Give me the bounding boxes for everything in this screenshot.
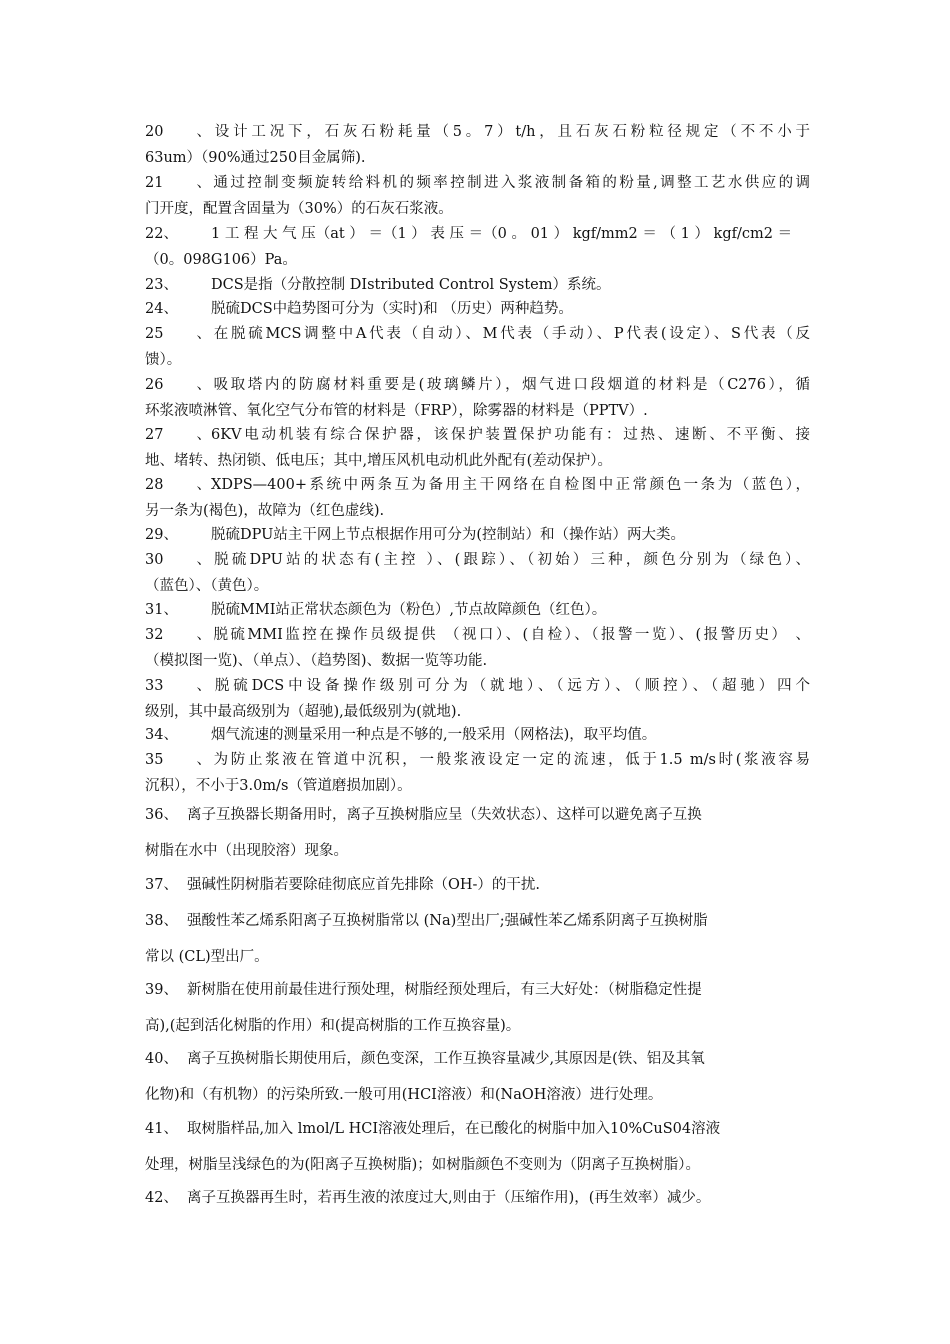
item-text: DCS是指（分散控制 DIstributed Control System）系统。	[211, 277, 611, 293]
list-item	[145, 222, 810, 273]
item-number: 37、	[145, 877, 178, 893]
list-item	[145, 748, 810, 799]
item-number: 24、	[145, 301, 178, 317]
item-text: 树脂在水中（出现胶溶）现象。	[145, 843, 348, 859]
list-item	[145, 120, 810, 171]
list-item	[145, 972, 810, 1044]
item-text: 脱硫DCS中趋势图可分为（实时)和 （历史）两种趋势。	[211, 301, 573, 317]
item-number: 23、	[145, 277, 178, 293]
item-number: 29、	[145, 527, 178, 543]
list-item	[145, 373, 810, 424]
item-text: 强碱性阴树脂若要除硅彻底应首先排除（OH-）的干扰.	[187, 877, 541, 893]
item-text: 离子互换器再生时，若再生液的浓度过大,则由于（压缩作用)，(再生效率）减少。	[187, 1190, 711, 1206]
item-text: 脱硫DPU站主干网上节点根据作用可分为(控制站）和（操作站）两大类。	[211, 527, 686, 543]
item-text: XDPS—400+系统中两条互为备用主干网络在自检图中正常颜色一条为（蓝色），	[211, 477, 810, 493]
item-text: 取树脂样品,加入 lmol/L HCI溶液处理后，在已酸化的树脂中加入10%CuS04溶液	[187, 1121, 721, 1137]
item-number: 41、	[145, 1121, 178, 1137]
list-item	[145, 548, 810, 599]
list-item	[145, 473, 810, 524]
list-item	[145, 273, 810, 299]
item-number: 39、	[145, 982, 178, 998]
item-text: （0。098G106）Pa。	[145, 251, 297, 268]
item-number: 33、	[145, 678, 211, 694]
item-number: 20、	[145, 124, 211, 140]
item-text: 脱硫MMI监控在操作员级提供 （视口）、(自检）、（报警一览）、(报警历史） 、	[211, 627, 810, 643]
item-text: 1 工 程 大 气 压（at ） ＝（1 ） 表 压 ＝（0 。 01 ） kgf/mm2 ＝ （ 1 ） kgf/cm2 ＝	[211, 226, 793, 242]
item-text: 高),(起到活化树脂的作用）和(提高树脂的工作互换容量)。	[145, 1018, 521, 1034]
list-item	[145, 322, 810, 373]
item-number: 36、	[145, 807, 178, 823]
item-text: 烟气流速的测量采用一种点是不够的,一般采用（网格法)，取平均值。	[211, 727, 657, 743]
list-item	[145, 297, 810, 323]
list-item	[145, 867, 810, 903]
item-text: 设计工况下，石灰石粉耗量（5。7）t/h，且石灰石粉粒径规定（不不小于	[211, 124, 810, 140]
item-number: 25、	[145, 326, 211, 342]
item-number: 40、	[145, 1051, 178, 1067]
item-number: 31、	[145, 602, 178, 618]
item-number: 35、	[145, 752, 211, 768]
list-item	[145, 797, 810, 869]
list-item	[145, 1041, 810, 1113]
list-item	[145, 723, 810, 749]
item-text: 脱硫DPU站的状态有(主控 ）、(跟踪）、（初始）三种，颜色分别为（绿色）、	[211, 552, 810, 568]
item-text: （模拟图一览)、（单点）、（趋势图)、数据一览等功能.	[145, 652, 488, 669]
item-text: 63um）（90%通过250目金属筛).	[145, 149, 366, 166]
item-text: 通过控制变频旋转给料机的频率控制进入浆液制备箱的粉量,调整工艺水供应的调	[211, 175, 810, 191]
item-text: 为防止浆液在管道中沉积，一般浆液设定一定的流速，低于1.5 m/s时(浆液容易	[211, 752, 810, 768]
item-text: 地、堵转、热闭锁、低电压；其中,增压风机电动机此外配有(差动保护）。	[145, 452, 613, 469]
item-text: 处理，树脂呈浅绿色的为(阳离子互换树脂)；如树脂颜色不变则为（阴离子互换树脂）。	[145, 1157, 701, 1173]
item-number: 27、	[145, 427, 211, 443]
list-item	[145, 623, 810, 674]
item-number: 22、	[145, 226, 178, 242]
item-number: 42、	[145, 1190, 178, 1206]
item-text: 馈）。	[145, 351, 182, 368]
item-number: 21、	[145, 175, 211, 191]
item-text: 门开度，配置含固量为（30%）的石灰石浆液。	[145, 200, 453, 217]
item-text: 6KV电动机装有综合保护器，该保护装置保护功能有：过热、速断、不平衡、接	[211, 427, 810, 443]
list-item	[145, 598, 810, 624]
item-text: 脱硫MMI站正常状态颜色为（粉色）,节点故障颜色（红色）。	[211, 602, 607, 618]
item-text: 吸取塔内的防腐材料重要是(玻璃鳞片），烟气进口段烟道的材料是（C276），循	[211, 377, 810, 393]
item-text: 强酸性苯乙烯系阳离子互换树脂常以 (Na)型出厂;强碱性苯乙烯系阴离子互换树脂	[187, 913, 708, 929]
item-text: 在脱硫MCS调整中A代表（自动）、M代表（手动）、P代表(设定）、S代表（反	[211, 326, 810, 342]
list-item	[145, 903, 810, 975]
item-number: 38、	[145, 913, 178, 929]
item-text: 化物)和（有机物）的污染所致.一般可用(HCI溶液）和(NaOH溶液）进行处理。	[145, 1087, 663, 1103]
item-text: 级别，其中最高级别为（超驰),最低级别为(就地).	[145, 703, 462, 720]
item-text: （蓝色）、（黄色）。	[145, 577, 269, 594]
item-text: 离子互换树脂长期使用后，颜色变深，工作互换容量减少,其原因是(铁、铝及其氧	[187, 1051, 705, 1067]
list-item	[145, 523, 810, 549]
list-item	[145, 423, 810, 474]
item-number: 28、	[145, 477, 211, 493]
item-text: 环浆液喷淋管、氧化空气分布管的材料是（FRP），除雾器的材料是（PPTV）.	[145, 402, 648, 419]
list-item	[145, 674, 810, 725]
item-text: 沉积），不小于3.0m/s（管道磨损加剧）。	[145, 777, 412, 794]
item-text: 脱硫DCS中设备操作级别可分为（就地）、（远方）、（顺控）、（超驰）四个	[211, 678, 810, 694]
item-text: 另一条为(褐色)，故障为（红色虚线).	[145, 502, 385, 519]
item-text: 新树脂在使用前最佳进行预处理，树脂经预处理后，有三大好处：（树脂稳定性提	[187, 982, 702, 998]
item-number: 30、	[145, 552, 211, 568]
item-text: 常以 (CL)型出厂。	[145, 949, 269, 965]
list-item	[145, 1111, 810, 1183]
item-number: 26、	[145, 377, 211, 393]
list-item	[145, 171, 810, 222]
item-number: 32、	[145, 627, 211, 643]
list-item	[145, 1180, 810, 1216]
item-number: 34、	[145, 727, 178, 743]
item-text: 离子互换器长期备用时，离子互换树脂应呈（失效状态）、这样可以避免离子互换	[187, 807, 702, 823]
